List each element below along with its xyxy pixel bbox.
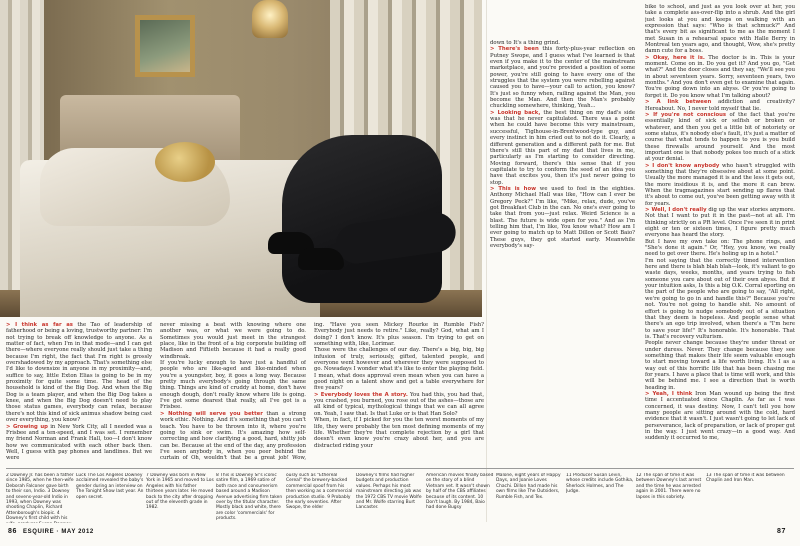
paragraph-body: ing. "Have you seen Mickey Rourke in Rumble Fish? Everybody just needs to retire." Like, really? God, what am I doing? I don't know. It's plus season. I'm trying to get on something with, like, Lorimar. — [314, 322, 484, 348]
photo-blond-hair — [155, 142, 215, 182]
paragraph-body: addiction and creativity? Hereabout. No, I never told myself that lie. — [645, 99, 795, 112]
paragraph — [645, 163, 795, 207]
paragraph — [645, 391, 795, 442]
paragraph — [314, 322, 484, 347]
footnote: 8 This is Downey Sr's iconic satire film, a 1969 satire of both race and consumerism based around a Madison Avenue advertising firm taken over by the titular character. Mostly black and white, there are color 'commercials' for products. — [216, 473, 283, 522]
paragraph-body: dig up the war stories anymore. Not that I want to put it in the past—not at all. I'm thinking strictly on a PR level. Once I've seen it in print eight or ten or sixteen times, I figure pretty much everyone has heard the story. — [645, 207, 795, 239]
paragraph — [645, 55, 795, 99]
paragraph — [490, 186, 635, 249]
footnote: American movies finally based on the story of a blind Vietnam vet. It wasn't shown by half of the CBS affiliates because of its content. 10 Don't laugh. By 1984, Baio had done Bugsy — [426, 473, 494, 511]
paragraph-body: down to It's a thing grind. — [490, 40, 560, 46]
paragraph — [314, 392, 484, 417]
paragraph-lead: > A link between — [645, 99, 712, 106]
paragraph-lead: > Nothing will serve you better — [160, 410, 263, 417]
footnote: 2 Downey Jr. has been a father since 1985, when he then-wife Deborah Falconer gave birth to their son, Indio. 3 Downey and sevens-year-old Indio in 1993, when Downey was shooting Chaplin, Richard Attenborough's biopic. 4 Downey's first child with his — [6, 473, 74, 522]
paragraph-body: never missing a beat with knowing where one another was, or what we were going to do. Sometimes you would just meet in the strangest place, like in the front of a big corporate building off Madison and Fiftieth because it had a really good windbreak. — [160, 322, 306, 360]
page-number: 87 — [777, 528, 786, 535]
paragraph-body: If you're lucky enough to have just a handful of people who are like-aged and like-minded when you're a youngster, boy, it goes a long way. Because pretty much everybody's going through the same thing. Things are kind of cruddy at home, don't have enough dough, don't really know where life is going. I've got some dearest that really, all I've got is a Frisbee. — [160, 360, 306, 411]
paragraph-body: the best thing on my dad's side was that he never capitulated. There was a point when he could have become this very mainstream, successful, Tiglhouse-in-Brentwood-type guy, and every instinct in him cried out to not do it. Clearly, a different generation and a different path for me. But there's still this part of my dad that lives in me, particularly as I'm starting to consider directing. Moving forward, there's this sense that if you capitulate to try to conform the seed of an idea you have that excites you, then it's just never going to stop. — [490, 109, 635, 186]
photo-bed-scene — [0, 0, 482, 317]
paragraph-lead: > If you're not conscious — [645, 111, 727, 118]
text-column-a — [6, 322, 152, 462]
paragraph-body: I'm not saying that the correctly timed intervention here and there is blah blah blah—look, it's valiant to go waste days, weeks, months, and years trying to fish someone you care about out of their own abyss. But if your intuition asks, Is this a big O.K. Corral eporting on the part of the people who are going to say, "All right, we're going to go in and handle this?" Because you're not. You're not going to handle shit. No amount of effort is going to nudge somebody out of a situation that they deem is hopeless. And people sense what there's an ego trip involved, when there's a "I'm here to save your life!" It's honorable. It's honorable. That is. That's recovery vulturism. — [645, 257, 795, 340]
paragraph-body: in New York City, all I needed was a Frisbee and a ten-speed, and I was set. I remember my friend Norman and Frank Hall, too—I don't know how we communicated with each other back then. Well, I guess with pay phones and landlines. But we were — [6, 423, 152, 462]
paragraph — [645, 258, 795, 340]
paragraph — [314, 347, 484, 391]
paragraph — [645, 4, 795, 55]
paragraph-lead: > Okay, here it is. — [645, 54, 705, 61]
footnote: ously such as "Ethereal Cereal" the brewery-backed commercial spoof from his then working as a commercial production studio. 9 Probably the early seventies. After Swope, the elder — [286, 473, 353, 511]
paragraph-body: People never change because they're under threat or under duress. Never. They change because they see something that makes their life seem valuable enough to start moving toward a life worth living. It's I as a way out of this horrific life that has been chasing me for years. I have a place that is time will work, and this will be behind me. I see a direction that is worth heading in. — [645, 340, 795, 391]
text-column-b — [160, 322, 306, 462]
photo-lamp — [252, 0, 288, 38]
paragraph-lead: > Growing up — [6, 423, 48, 430]
paragraph — [645, 99, 795, 112]
footnote: Malone, eight years of Happy Days, and Joanie Loves Chachi. Dillon had made his own films like The Outsiders, Rumble Fish, and Tex. — [496, 473, 561, 500]
paragraph — [645, 207, 795, 239]
paragraph — [645, 112, 795, 163]
photo-shoe — [298, 248, 344, 270]
paragraph-body: who hasn't struggled with something that they're obsessive about at some point. Usually the more managed it is and the less it gets out, the more insidious it is, and the more it can brew. When the tragmagazines start sending up flares that it's about to come out, you've been getting away with it for years. — [645, 162, 795, 207]
paragraph-lead: > Yeah, I think — [645, 390, 693, 397]
paragraph — [160, 322, 306, 360]
text-column-c — [314, 322, 484, 462]
footer-left — [8, 528, 94, 535]
paragraph — [490, 46, 635, 109]
footnote: 13 The span of time it was between Chaplin and Iron Man. — [706, 473, 785, 484]
paragraph — [6, 322, 152, 424]
paragraph-lead: > There's been — [490, 46, 539, 53]
footnote: Downey's films had higher budgets and production values. Perhaps his most mainstream directing job was the 1972 CBS TV movie Wolfe and Mr. Wolfe starring Burt Lancaster. — [356, 473, 422, 511]
paragraph — [645, 239, 795, 258]
paragraph — [645, 340, 795, 391]
footer-right — [777, 528, 792, 535]
paragraph-lead: > This is how — [490, 185, 536, 192]
footnote: Luck The Los Angeles Downey acclaimed revealed the baby's gender during an interview on The Tonight Show last year. An open secret. — [76, 473, 144, 500]
paragraph-lead: > Looking back, — [490, 109, 541, 116]
paragraph-body: this forty-plus-year reflection on Putney Swope, and I guess what I've learned is that even if you make it to the center of the mainstream marketplace, and you're provided a position of some power, you're still going to have every one of the struggles that the system you were rebelling against caused you to have—your call to action, you know? It's just so funny when, railing against the Man, you become the Man. And then the Man's probably chuckling somewhere, thinking, Yeah... — [490, 46, 635, 110]
paragraph-body: of the fact that you're essentially kind of sick or selfish or broken or whatever, and then you get a little bit of notoriety or some status, it's nobody else's fault, it's just a matter of course that what tends to happen to you is you build these firewalls around yourself. And the most important one is that nobody pokes too much of a stick at your denial. — [645, 111, 795, 163]
paragraph — [160, 411, 306, 462]
paragraph — [160, 360, 306, 411]
paragraph-body: bike to school, and just as you look over at her, you take a complete ass-over-flip into a shrub. And the girl just looks at you and keeps on walking with an expression that says: "Who is that schmuck?" And that's every bit as significant to me as the moment I met Susan in a rehearsal space with Halle Berry in Montreal ten years ago, and thought, Wow, she's pretty damn cute for a boss. — [645, 4, 795, 55]
paragraph-body: Those were the challenges of our day. There's a big, big, big infusion of truly, seriously, gifted, talented people, and everyone went however and wherever they were supposed to go. Nowadays I wonder what it's like to enter the playing field. I mean, what does approval even mean when you can have a good night on a talent show and get a table everywhere for five years? — [314, 347, 484, 392]
paragraph-body: The doctor is in. This is your moment. Come on in. Do you get it? And you go, "Get what?" And the door closes and they say, "We'll see you in about seventeen years. Sorry, seventeen years, two months." And you don't even get to examine that again. You're going down into an abyss. Or you're going to forget it. Do you know what I'm talking about? — [645, 54, 795, 99]
paragraph-body: When, in fact, if I picked for you the ten worst moments of my life, they were probably the ten most defining moments of my life. Whether they're that complete rejection by a girl that doesn't even know you're crazy about her, and you are distracted riding your — [314, 417, 484, 449]
paragraph-body: But I have my own take on: The phone rings, and "She's done it again." Or, "Hey, you know, we really need to get over there. He's holing up in a hotel." — [645, 238, 795, 258]
paragraph-lead: > I think as far as — [6, 322, 73, 328]
paragraph-lead: > Well, I don't really — [645, 207, 707, 213]
page-number: 86 — [8, 528, 17, 535]
page-gutter — [486, 0, 487, 522]
paragraph-body: we used to feel in the eighties. Anthony Michael Hall was like, "How can I ever be Gregory Peck?" I'm like, "Mike, relax, dude, you've got Breakfast Club in the can. No one's ever going to take that from you—just relax. Weird Science is a blast. The future is wide open for you." And as I'm telling him that, I'm like, You know what? How am I ever going to match up to Matt Dillon or Scott Baio? These guys, they got started early. Meanwhile everybody's say- — [490, 185, 635, 249]
footnotes-strip — [6, 468, 794, 524]
magazine-issue-label: ESQUIRE · MAY 2012 — [23, 529, 94, 535]
text-column-d — [490, 40, 635, 462]
paragraph — [490, 110, 635, 186]
paragraph-lead: > I don't know anybody — [645, 162, 720, 169]
footnote: 12 The span of time it was between Downey's last arrest and the time he was arrested again in 2001. There were no lapses in this sobriety. — [636, 473, 702, 500]
footnote: 11 Producer Susan Levin, whose credits include Gothika, Sherlock Holmes, and The Judge. — [566, 473, 634, 495]
photo-painting — [135, 15, 195, 77]
paragraph — [6, 424, 152, 462]
paragraph-lead: > Everybody loves the A story. — [314, 391, 408, 398]
paragraph-body: than a strong work ethic. Nothing. And it's something that you can't teach. You have to be thrown into it, where you're going to sink or swim. It's amazing how self-correcting and how clarifying a good, hard, shitty job can be. Because at the end of the day, any profession I've seen anybody in, when you peer behind the curtain of Oh, wouldn't that be a great job! Wow, — [160, 410, 306, 462]
paragraph-body: the Tao of leadership of fatherhood or being a loving, trustworthy partner: I'm not trying to break off knowledge to anyone. As a matter of fact, when I'm in that mode—and I can get there—where everyone really should just take a thing because I'm right, the fact that I'm right is grossly overshadowed by my approach. That's something else I'd like to downsize in anyone in my proximity—and, suffice to say, little Exton Elias is going to be in my proximity for quite some time. The head of the household is kind of the Big Dog. And when the Big Dog is a team player, and when the Big Dog takes a knee, and when the Big Dog doesn't need to play those status games, everybody can relax, because there's not this kind of sick animus shadow being cast over everything, you know? — [6, 322, 152, 424]
paragraph-body: You had this, you had that, you crashed, you burned, you rose out of the ashes—those are all kind of typical, mythological things that we can all agree on. Yeah, I saw that. Is that Luke or is that Han Solo? — [314, 391, 484, 417]
text-column-e — [645, 4, 795, 462]
paragraph — [314, 417, 484, 449]
paragraph-body: Iron Man wound up being the first time I accentuated since Chaplin. As far as I was concerned, it was destiny. Now, I can't tell you how many people are sitting around with the cold, hard evidence that it wasn't. I just wasn't going to let lack of perseverance, lack of preparation, or lack of proper gut in the way. I just went crazy—in a good way. And suddenly it occurred to me, — [645, 390, 795, 442]
footnote: 7 Downey was born in New York in 1965 and moved to Los Angeles with his father thirteen years later. He moved back to the city after dropping out of the eleventh grade in 1982. — [146, 473, 214, 511]
